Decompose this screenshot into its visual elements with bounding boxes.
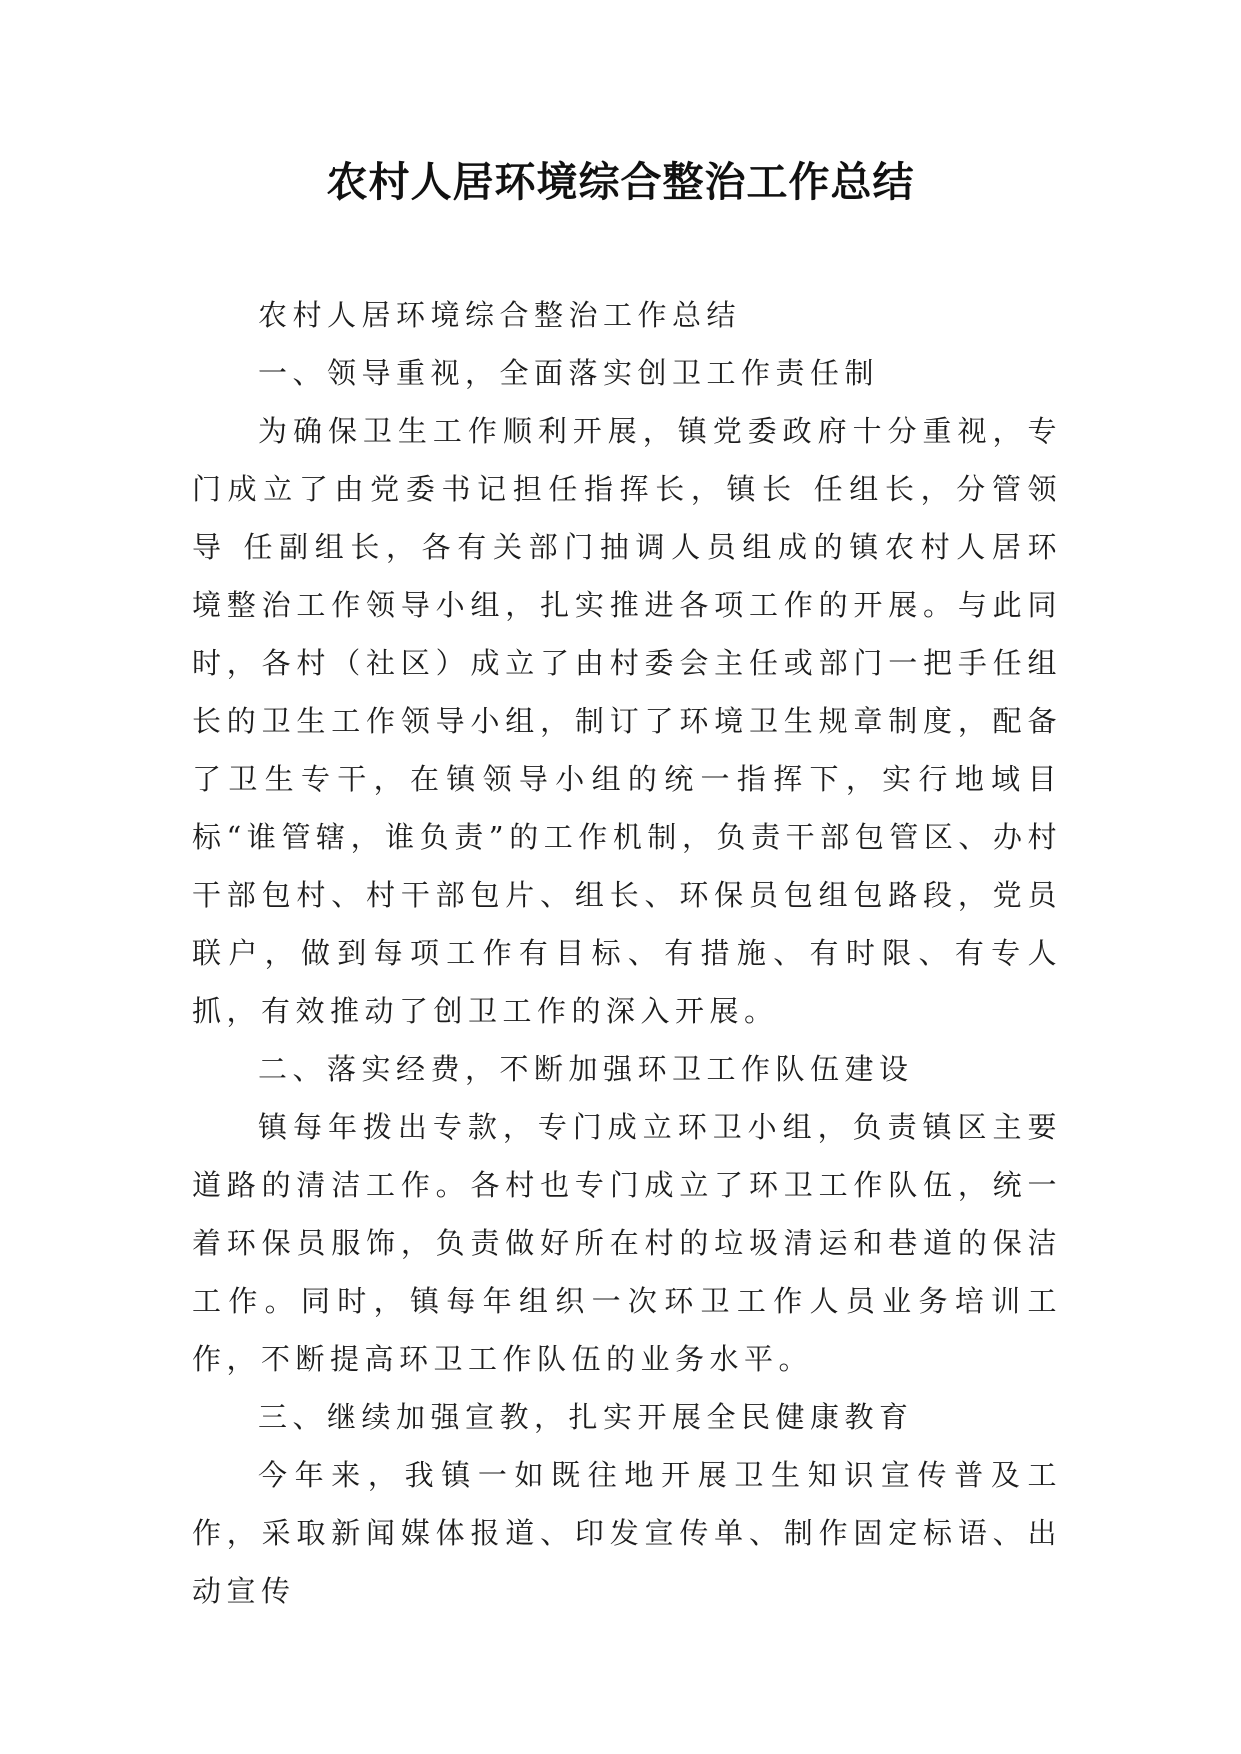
body-paragraph-3: 今年来，我镇一如既往地开展卫生知识宣传普及工作，采取新闻媒体报道、印发宣传单、制作固定标语、出动宣传 xyxy=(192,1458,1062,1608)
document-body xyxy=(192,286,1062,1620)
body-heading-repeat: 农村人居环境综合整治工作总结 xyxy=(258,298,742,332)
section-heading-2: 二、落实经费，不断加强环卫工作队伍建设 xyxy=(258,1052,914,1086)
section-heading-1: 一、领导重视，全面落实创卫工作责任制 xyxy=(258,356,880,390)
body-paragraph-2: 镇每年拨出专款，专门成立环卫小组，负责镇区主要道路的清洁工作。各村也专门成立了环卫工作队伍，统一着环保员服饰，负责做好所在村的垃圾清运和巷道的保洁工作。同时，镇每年组织一次环卫工作人员业务培训工作，不断提高环卫工作队伍的业务水平。 xyxy=(192,1110,1062,1376)
section-heading-3: 三、继续加强宣教，扎实开展全民健康教育 xyxy=(258,1400,914,1434)
document-title: 农村人居环境综合整治工作总结 xyxy=(326,158,915,206)
body-paragraph-1: 为确保卫生工作顺利开展，镇党委政府十分重视，专门成立了由党委书记担任指挥长，镇长 任组长，分管领导 任副组长，各有关部门抽调人员组成的镇农村人居环境整治工作领导小组，扎实推进各项工作的开展。与此同时，各村（社区）成立了由村委会主任或部门一把手任组长的卫生工作领导小组，制订了环境卫生规章制度，配备了卫生专干，在镇领导小组的统一指挥下，实行地域目标“谁管辖，谁负责”的工作机制，负责干部包管区、办村干部包村、村干部包片、组长、环保员包组包路段，党员联户，做到每项工作有目标、有措施、有时限、有专人抓，有效推动了创卫工作的深入开展。 xyxy=(192,414,1062,1028)
